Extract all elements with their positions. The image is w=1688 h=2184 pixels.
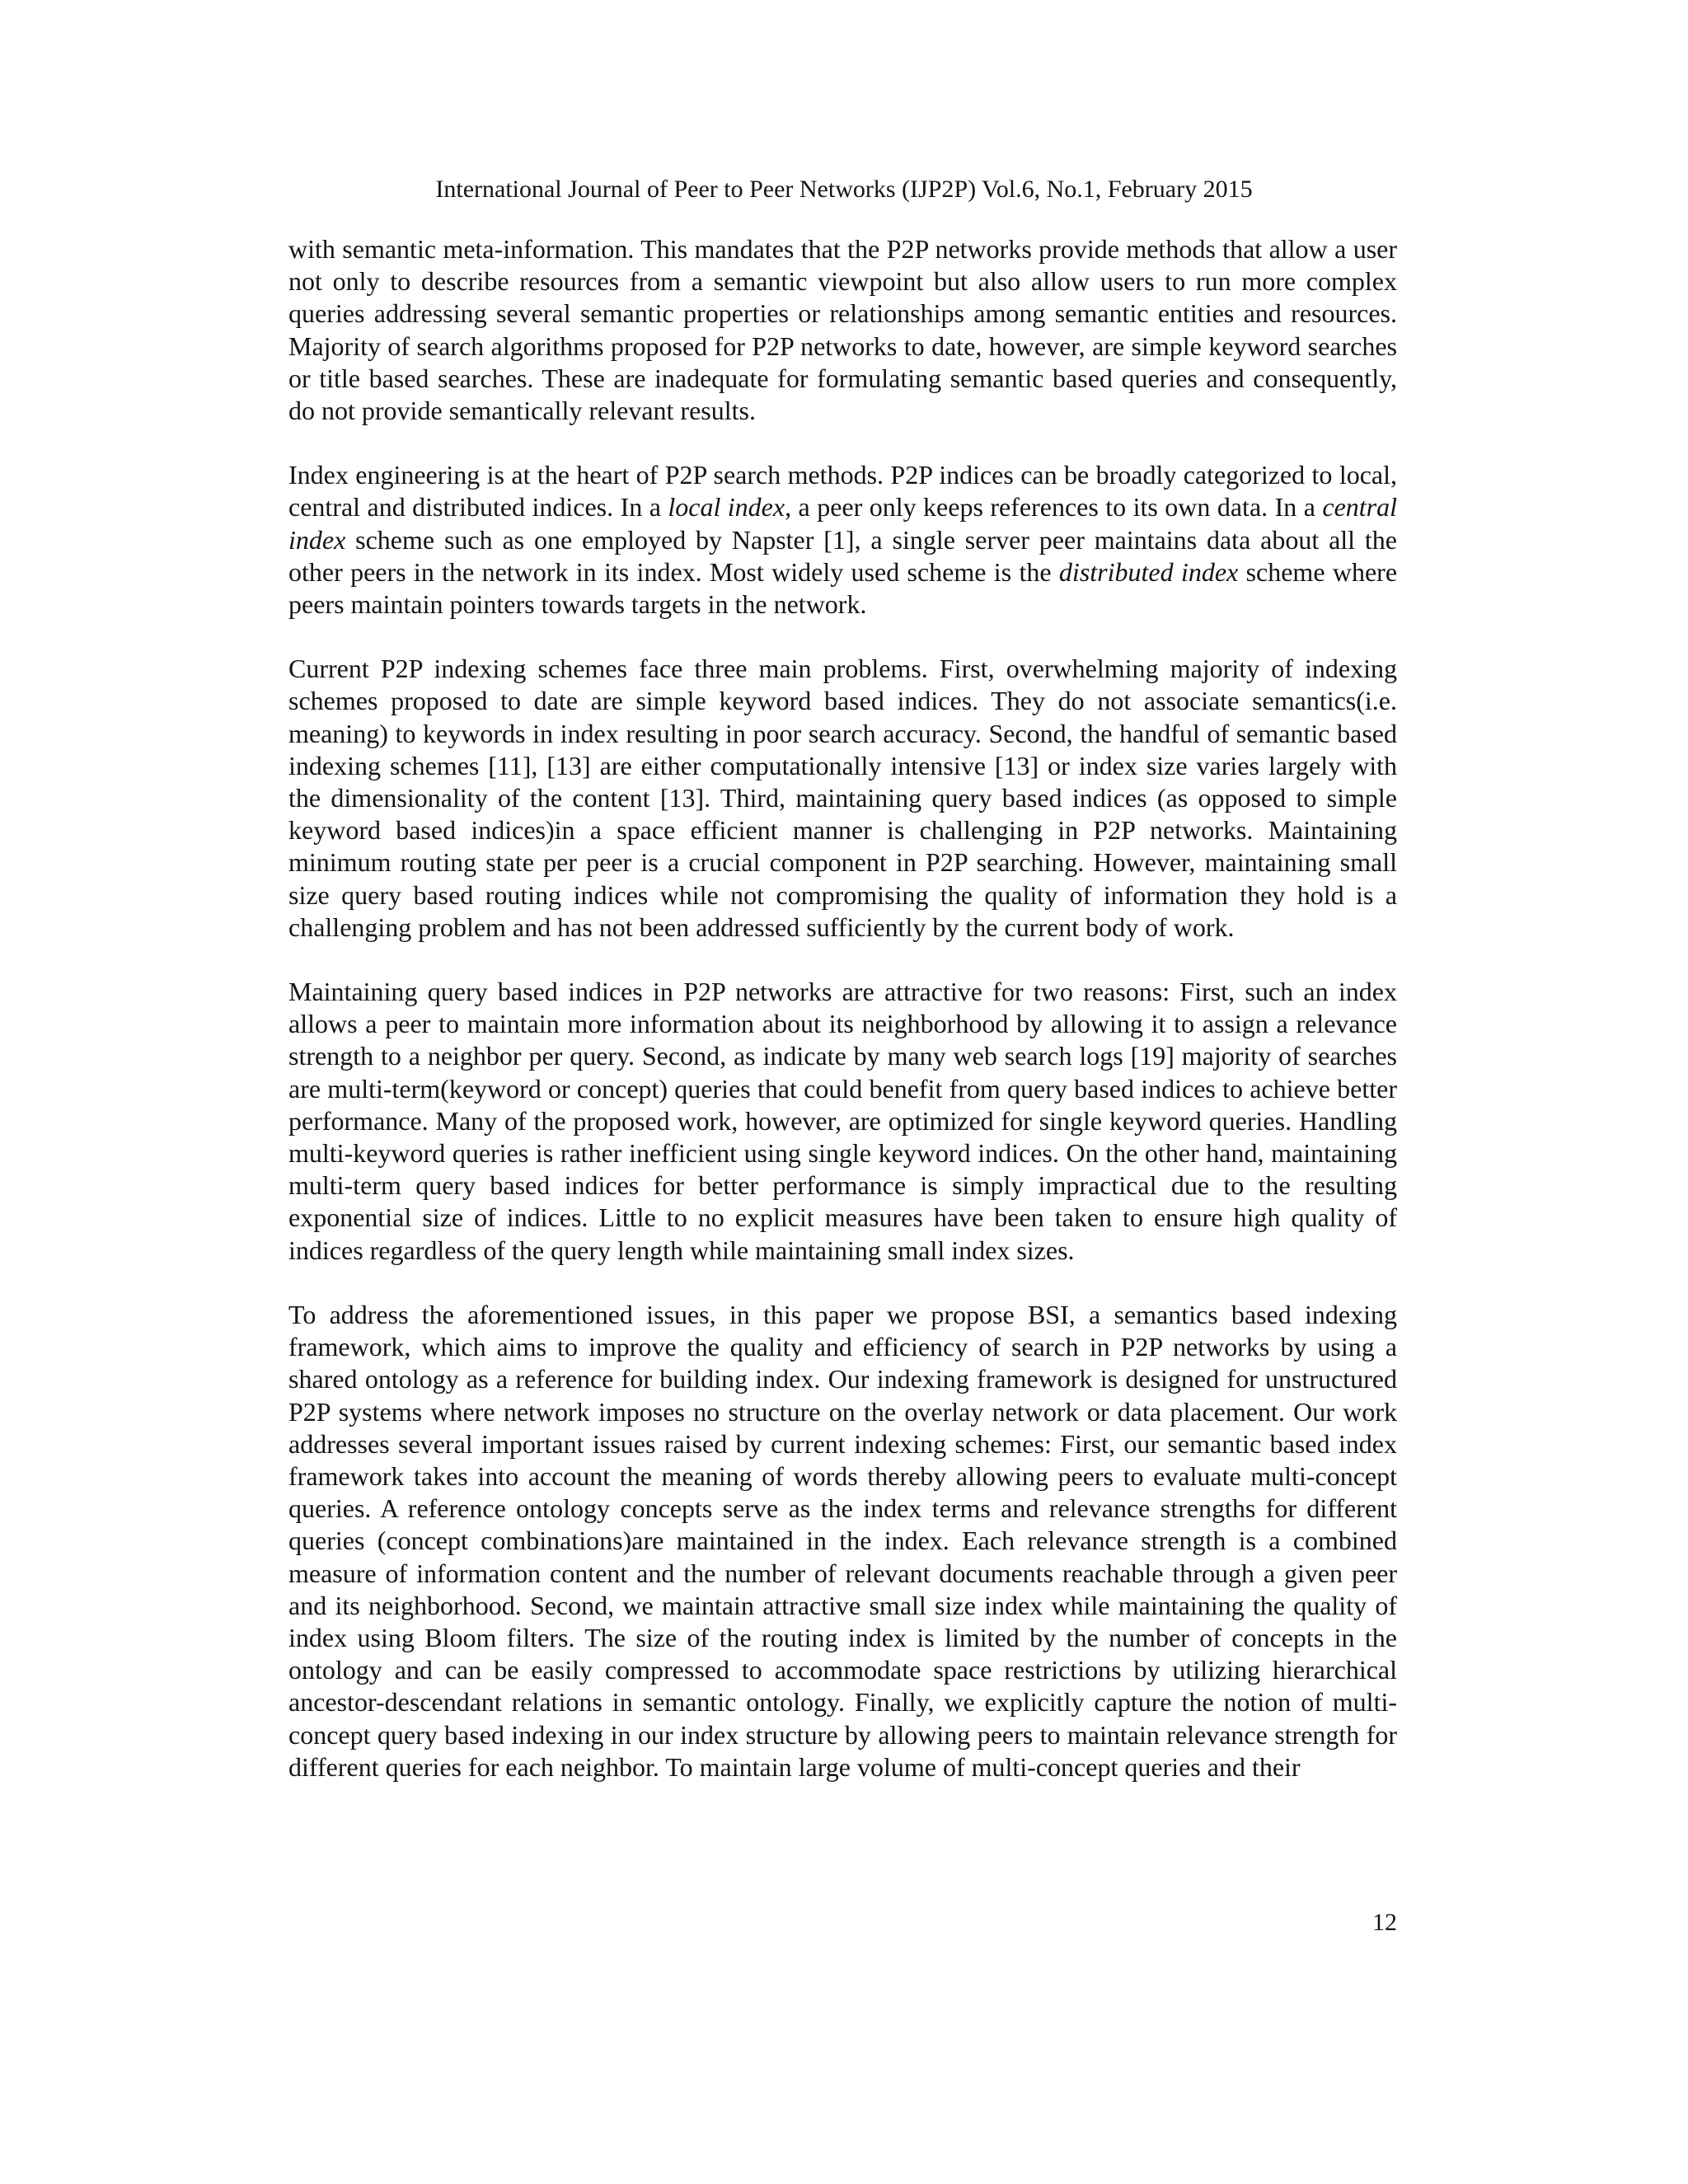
body-text	[288, 233, 1397, 1783]
text-segment: , a peer only keeps references to its own data. In a	[785, 492, 1323, 523]
text-segment: scheme such as one employed by Napster [1], a single server peer maintains data about all the other peers in the network in its index. Most widely used scheme is the	[288, 524, 1397, 587]
term-central-index: central index	[288, 492, 1397, 555]
term-distributed-index: distributed index	[1058, 556, 1239, 587]
text-segment: Index engineering is at the heart of P2P search methods. P2P indices can be broadly categorized to local, central and distributed indices. In a	[288, 460, 1397, 523]
paragraph-current-problems: Current P2P indexing schemes face three main problems. First, overwhelming majority of indexing schemes proposed to date are simple keyword based indices. They do not associate semantics(i.e. meaning) to keywords in index resulting in poor search accuracy. Second, the handful of semantic based indexing schemes [11], [13] are either computationally intensive [13] or index size varies largely with the dimensionality of the content [13]. Third, maintaining query based indices (as opposed to simple keyword based indices)in a space efficient manner is challenging in P2P networks. Maintaining minimum routing state per peer is a crucial component in P2P searching. However, maintaining small size query based routing indices while not compromising the quality of information they hold is a challenging problem and has not been addressed sufficiently by the current body of work.	[288, 654, 1397, 942]
paragraph-index-engineering	[288, 459, 1397, 621]
term-local-index: local index	[668, 492, 785, 523]
running-header: International Journal of Peer to Peer Networks (IJP2P) Vol.6, No.1, February 2015	[435, 176, 1253, 203]
paragraph-query-based-indices: Maintaining query based indices in P2P networks are attractive for two reasons: First, such an index allows a peer to maintain more information about its neighborhood by allowing it to assign a relevance strength to a neighbor per query. Second, as indicate by many web search logs [19] majority of searches are multi-term(keyword or concept) queries that could benefit from query based indices to achieve better performance. Many of the proposed work, however, are optimized for single keyword queries. Handling multi-keyword queries is rather inefficient using single keyword indices. On the other hand, maintaining multi-term query based indices for better performance is simply impractical due to the resulting exponential size of indices. Little to no explicit measures have been taken to ensure high quality of indices regardless of the query length while maintaining small index sizes.	[288, 977, 1397, 1265]
paragraph-bsi-proposal: To address the aforementioned issues, in this paper we propose BSI, a semantics based indexing framework, which aims to improve the quality and efficiency of search in P2P networks by using a shared ontology as a reference for building index. Our indexing framework is designed for unstructured P2P systems where network imposes no structure on the overlay network or data placement. Our work addresses several important issues raised by current indexing schemes: First, our semantic based index framework takes into account the meaning of words thereby allowing peers to evaluate multi-concept queries. A reference ontology concepts serve as the index terms and relevance strengths for different queries (concept combinations)are maintained in the index. Each relevance strength is a combined measure of information content and the number of relevant documents reachable through a given peer and its neighborhood. Second, we maintain attractive small size index while maintaining the quality of index using Bloom filters. The size of the routing index is limited by the number of concepts in the ontology and can be easily compressed to accommodate space restrictions by utilizing hierarchical ancestor-descendant relations in semantic ontology. Finally, we explicitly capture the notion of multi-concept query based indexing in our index structure by allowing peers to maintain relevance strength for different queries for each neighbor. To maintain large volume of multi-concept queries and their	[288, 1299, 1397, 1782]
text-segment: scheme where peers maintain pointers towards targets in the network.	[288, 556, 1398, 620]
paragraph-semantic-meta-information: with semantic meta-information. This mandates that the P2P networks provide methods that allow a user not only to describe resources from a semantic viewpoint but also allow users to run more complex queries addressing several semantic properties or relationships among semantic entities and resources. Majority of search algorithms proposed for P2P networks to date, however, are simple keyword searches or title based searches. These are inadequate for formulating semantic based queries and consequently, do not provide semantically relevant results.	[288, 234, 1397, 426]
page-number: 12	[1372, 1909, 1397, 1936]
